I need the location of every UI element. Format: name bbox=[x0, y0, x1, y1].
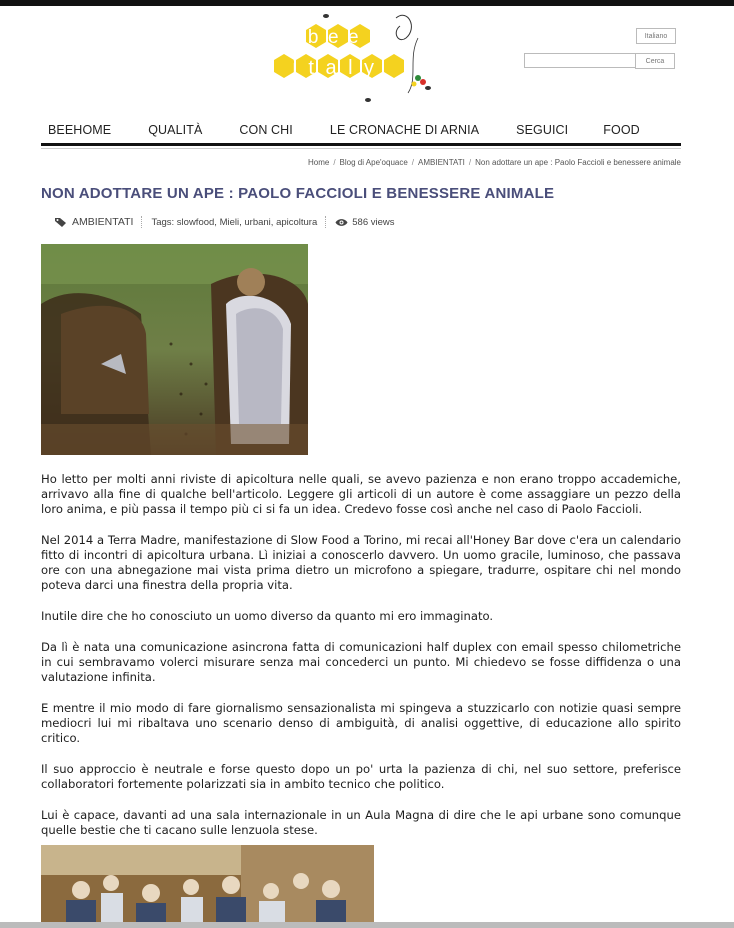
eye-icon bbox=[335, 218, 348, 227]
breadcrumb-blog[interactable]: Blog di Ape'oquace bbox=[339, 158, 408, 167]
logo-text-bottom: italy bbox=[292, 57, 386, 79]
nav-item-con-chi[interactable]: CON CHI bbox=[239, 123, 293, 137]
article-image-bee-swarm bbox=[41, 244, 308, 455]
breadcrumb-separator: / bbox=[411, 158, 415, 167]
nav-item-food[interactable]: FOOD bbox=[603, 123, 640, 137]
article-paragraph: Il suo approccio è neutrale e forse questo dopo un po' urta la pazienza di chi, nel suo settore, preferisce collaboratori fortemente polarizzati sia in ambito tecnico che politico. bbox=[41, 762, 681, 791]
tag-icon bbox=[55, 217, 68, 228]
search-button[interactable]: Cerca bbox=[635, 53, 675, 69]
article-meta bbox=[55, 215, 395, 229]
language-button[interactable]: Italiano bbox=[636, 28, 676, 44]
article-paragraph: Ho letto per molti anni riviste di apicoltura nelle quali, se avevo pazienza e non erano troppo accademiche, arrivavo alla fine di qualche bell'articolo. Leggere gli articoli di un autore è come assaggiare un pezzo della loro anima, e più passa il tempo più ci si fa un idea. Credevo fosse così anche nel caso di Paolo Faccioli. bbox=[41, 472, 681, 516]
nav-divider bbox=[41, 143, 681, 146]
article-paragraph: Lui è capace, davanti ad una sala internazionale in un Aula Magna di dire che le api urbane sono comunque quelle bestie che ti cacano sulle lenzuola stese. bbox=[41, 808, 681, 837]
nav-divider-thin bbox=[41, 148, 681, 149]
article-category[interactable]: AMBIENTATI bbox=[72, 216, 134, 228]
breadcrumb-current: Non adottare un ape : Paolo Faccioli e benessere animale bbox=[475, 158, 681, 167]
breadcrumb-category[interactable]: AMBIENTATI bbox=[418, 158, 465, 167]
article-image-conference bbox=[41, 845, 374, 928]
article-paragraph: Da lì è nata una comunicazione asincrona fatta di comunicazioni half duplex con email spesso chilometriche in cui sembravamo volerci misurare senza mai concederci un punto. Mi chiedevo se fosse diffidenza o una valutazione infinita. bbox=[41, 640, 681, 684]
article-paragraph: E mentre il mio modo di fare giornalismo sensazionalista mi spingeva a stuzzicarlo con notizie quasi sempre mediocri lui mi ribaltava uno scenario denso di ambiguità, di analisi oggettive, di educazione allo spirito critico. bbox=[41, 701, 681, 745]
breadcrumb-home[interactable]: Home bbox=[307, 158, 330, 167]
nav-item-qualita[interactable]: QUALITÀ bbox=[148, 123, 203, 137]
article-body bbox=[41, 472, 681, 854]
breadcrumb bbox=[308, 158, 681, 167]
nav-item-seguici[interactable]: SEGUICI bbox=[516, 123, 569, 137]
logo-text-top: bee bbox=[307, 27, 369, 48]
nav-item-cronache[interactable]: LE CRONACHE DI ARNIA bbox=[329, 123, 480, 137]
meta-divider bbox=[141, 216, 143, 228]
main-nav bbox=[41, 118, 681, 142]
search-input[interactable] bbox=[524, 53, 638, 68]
top-black-bar bbox=[0, 0, 734, 6]
bottom-scroll-bar bbox=[0, 922, 734, 928]
meta-divider bbox=[325, 216, 327, 228]
article-tags[interactable]: Tags: slowfood, Mieli, urbani, apicoltura bbox=[151, 216, 318, 228]
nav-item-beehome[interactable]: BEEHOME bbox=[48, 123, 112, 137]
article-paragraph: Nel 2014 a Terra Madre, manifestazione di Slow Food a Torino, mi recai all'Honey Bar dove c'era un calendario fitto di incontri di apicoltura urbana. Lì iniziai a conoscerlo davvero. Un uomo gracile, luminoso, che passava ore con una abnegazione mai vista prima dietro un microfono a spiegare, tradurre, ospitare chi nel mondo poteva darci una finestra della propria vita. bbox=[41, 533, 681, 592]
bee-italy-logo[interactable] bbox=[268, 8, 438, 110]
article-title: NON ADOTTARE UN APE : PAOLO FACCIOLI E BENESSERE ANIMALE bbox=[41, 185, 555, 202]
breadcrumb-separator: / bbox=[333, 158, 336, 167]
article-paragraph: Inutile dire che ho conosciuto un uomo diverso da quanto mi ero immaginato. bbox=[41, 609, 494, 623]
article-views: 586 views bbox=[352, 216, 395, 228]
breadcrumb-separator: / bbox=[468, 158, 472, 167]
